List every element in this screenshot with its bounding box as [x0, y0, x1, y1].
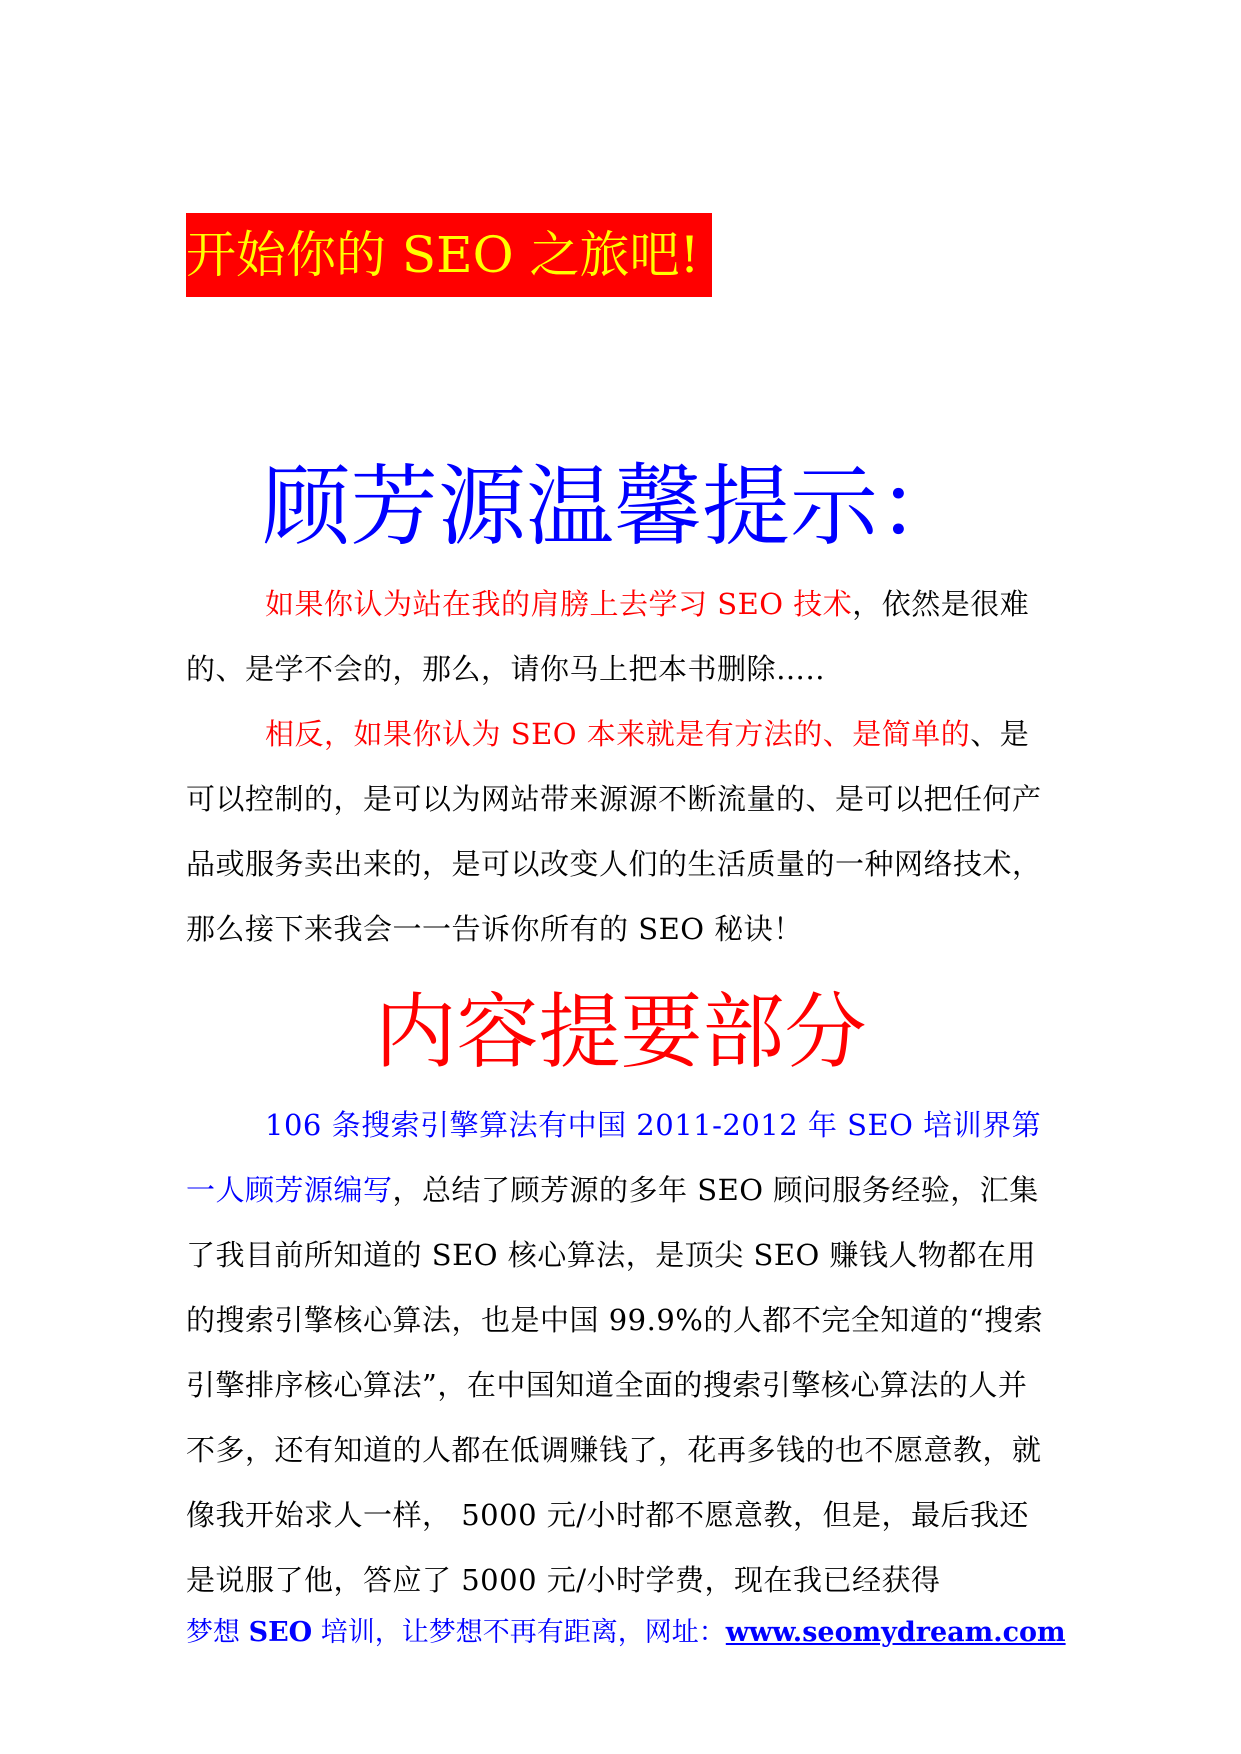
tip-paragraph-1-text: ，依然是很难的、是学不会的，那么，请你马上把本书删除….. — [186, 587, 1030, 686]
tip-heading: 顾芳源温馨提示： — [262, 455, 967, 558]
website-link[interactable]: www.seomydream.com — [725, 1617, 1066, 1648]
summary-paragraph-text: ，总结了顾芳源的多年 SEO 顾问服务经验，汇集了我目前所知道的 SEO 核心算法，是顶尖 SEO 赚钱人物都在用的搜索引擎核心算法，也是中国 99.9%的人都不完全知道的“搜索引擎排序核心算法”，在中国知道全面的搜索引擎核心算法的人并不多，还有知道的人都在低调赚钱了，花再多钱的也不愿意教，就像我开始求人一样， 5000 元/小时都不愿意教，但是，最后我还是说服了他，答应了 5000 元/小时学费，现在我已经获得 — [186, 1173, 1044, 1597]
tip-paragraph-2-text: 、是可以控制的，是可以为网站带来源源不断流量的、是可以把任何产品或服务卖出来的，是可以改变人们的生活质量的一种网络技术，那么接下来我会一一告诉你所有的 SEO 秘诀！ — [186, 717, 1042, 946]
footer-middle: 培训，让梦想不再有距离，网址： — [312, 1617, 726, 1648]
summary-paragraph — [186, 1093, 1051, 1613]
footer-seo: SEO — [248, 1617, 313, 1648]
tip-paragraph-1 — [186, 572, 1051, 702]
summary-heading: 内容提要部分 — [374, 985, 867, 1080]
start-journey-banner: 开始你的 SEO 之旅吧! — [186, 213, 712, 297]
tip-paragraph-1-highlight: 如果你认为站在我的肩膀上去学习 SEO 技术 — [265, 587, 853, 621]
tip-paragraph-2 — [186, 702, 1051, 962]
summary-paragraph-highlight: 106 条搜索引擎算法有中国 2011-2012 年 SEO 培训界第一人顾芳源编写 — [186, 1108, 1042, 1207]
footer-prefix: 梦想 — [186, 1617, 249, 1648]
tip-paragraph-2-highlight: 相反，如果你认为 SEO 本来就是有方法的、是简单的 — [265, 717, 971, 751]
footer-line — [186, 1608, 1066, 1658]
